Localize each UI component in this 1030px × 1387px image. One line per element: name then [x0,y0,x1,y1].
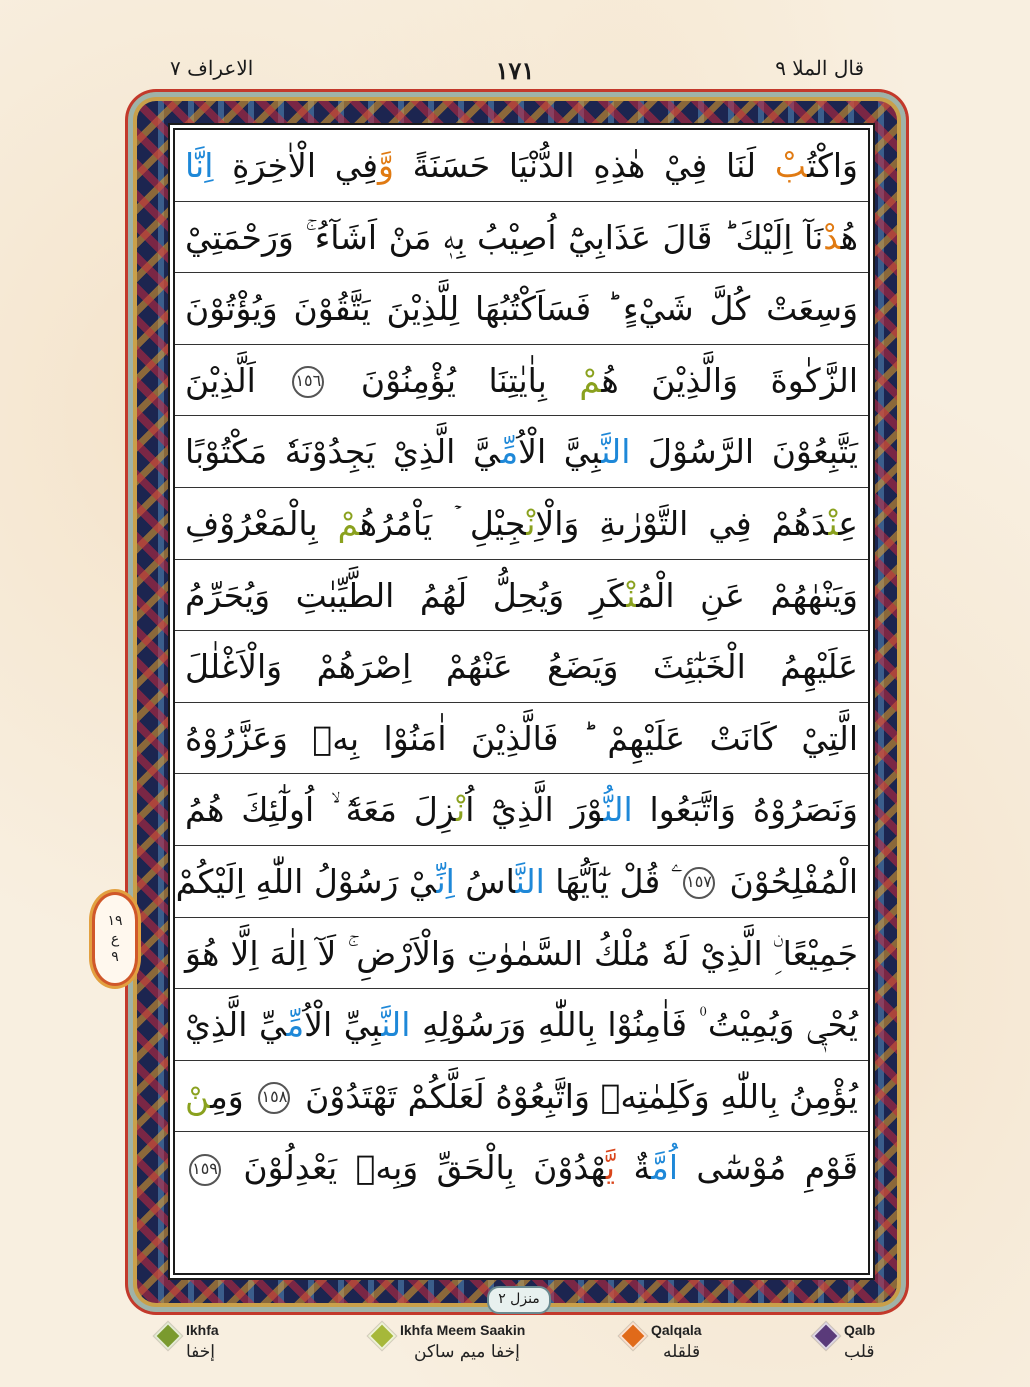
verse-text: دَهُمْ فِي التَّوْرٰىةِ وَالْاِ [535,503,829,543]
verse-text: الَّتِيْ كَانَتْ عَلَيْهِمْ ؕ فَالَّذِيْنَ اٰمَنُوْا بِهٖ وَعَزَّرُوْهُ [185,718,858,758]
verse-text: يْ رَسُوْلُ اللّٰهِ اِلَيْكُمْ [175,861,437,901]
legend-label-en: Ikhfa [186,1322,219,1338]
verse-text: اَلَّذِيْنَ [185,360,289,400]
legend-label-ar: قلقله [663,1342,701,1362]
tajweed-highlight: نْ [828,503,839,543]
page-header [0,56,1030,92]
verse-text: يُؤْمِنُ بِاللّٰهِ وَكَلِمٰتِهٖ وَاتَّبِعُوْهُ لَعَلَّكُمْ تَهْتَدُوْنَ [294,1076,858,1116]
verse-text: وَنَصَرُوْهُ وَاتَّبَعُوا [632,790,858,830]
verse-text: نَآ اِلَيْكَ ؕ قَالَ عَذَابِيْٓ اُصِيْبُ بِهٖ مَنْ اَشَآءُ ۚ وَرَحْمَتِيْ [185,217,824,257]
ayah-number-marker: ١٥٨ [258,1082,290,1114]
ruku-marker [92,892,138,986]
verse-text: يَّ الَّذِيْ يَجِدُوْنَهٗ مَكْتُوْبًا [185,432,501,472]
verse-text: بِاٰيٰتِنَا يُؤْمِنُوْنَ [328,360,580,400]
legend-label-ar: إخفا ميم ساكن [414,1342,520,1362]
verse-line [175,202,868,274]
legend-label-en: Qalb [844,1322,876,1338]
tajweed-highlight: مِّ [286,1005,305,1045]
tajweed-highlight: اُمَّ [651,1148,679,1188]
tajweed-highlight: النَّ [601,432,631,472]
para-name: قال الملا ٩ [775,56,864,80]
verse-text: الْمُفْلِحُوْنَ [719,861,858,901]
verse-line [175,1061,868,1133]
tajweed-highlight: النَّ [515,861,545,901]
verse-text: وَمِ [210,1076,255,1116]
verse-text: فِي الْاٰخِرَةِ [213,146,379,185]
tajweed-highlight: النَّ [381,1005,411,1045]
verse-text: لَنَا فِيْ هٰذِهِ الدُّنْيَا حَسَنَةً [393,146,775,185]
tajweed-highlight: بْ [774,146,808,185]
tajweed-highlight: مْ [337,503,360,543]
tajweed-highlight: وَّ [378,146,394,185]
tajweed-legend [0,1320,1030,1380]
verse-line [175,703,868,775]
verse-text: الزَّكٰوةَ وَالَّذِيْنَ هُ [601,360,858,400]
verse-text: بِيَّ الْاُ [518,432,602,472]
diamond-icon [154,1322,182,1350]
tajweed-highlight: يَّ [605,1148,616,1188]
verse-line [175,560,868,632]
verse-text: يُحْيٖ وَيُمِيْتُ ۠ فَاٰمِنُوْا بِاللّٰهِ وَرَسُوْلِهِ [410,1005,858,1045]
tajweed-highlight: اِنَّا [185,146,214,185]
verse-line [175,273,868,345]
ayah-number-marker: ١٥٦ [292,366,324,398]
verse-text: بِيِّ الْاُ [304,1005,382,1045]
ayah-number-marker: ١٥٩ [189,1154,221,1186]
verse-line [175,130,868,202]
verse-line [175,1132,868,1204]
verse-text: هُ [840,217,858,257]
verse-text: جِيْلِ ۡ يَاْمُرُهُ [359,503,527,543]
surah-name: الاعراف ٧ [170,56,254,80]
legend-label-en: Qalqala [651,1322,702,1338]
verse-line [175,989,868,1061]
verse-line [175,918,868,990]
verse-line [175,631,868,703]
verse-line [175,416,868,488]
text-panel [173,128,870,1275]
legend-label-en: Ikhfa Meem Saakin [400,1322,526,1338]
tajweed-highlight: نْ [626,575,637,615]
verse-text: عِ [838,503,858,543]
diamond-icon [368,1322,396,1350]
tajweed-highlight: مْ [579,360,602,400]
ruku-marker-text: ٩ [111,949,119,965]
verse-text: وَسِعَتْ كُلَّ شَيْءٍ ؕ فَسَاَكْتُبُهَا لِلَّذِيْنَ يَتَّقُوْنَ وَيُؤْتُوْنَ [185,289,858,329]
diamond-icon [812,1322,840,1350]
diamond-icon [619,1322,647,1350]
verse-line [175,488,868,560]
verse-line [175,846,868,918]
tajweed-highlight: النُّ [603,790,633,830]
verse-text: بِالْمَعْرُوْفِ [185,503,338,543]
tajweed-highlight: نْ [185,1076,211,1116]
tajweed-highlight: نْ [456,790,466,830]
verse-text: وْرَ الَّذِيْٓ اُ [465,790,604,830]
tajweed-highlight: نْ [526,503,536,543]
verse-text: هْدُوْنَ بِالْحَقِّ وَبِهٖ يَعْدِلُوْنَ [225,1148,606,1188]
ayah-number-marker: ١٥٧ [683,867,715,899]
verse-line [175,774,868,846]
ruku-marker-text: ع [110,931,120,947]
verse-text: كَرِ وَيُحِلُّ لَهُمُ الطَّيِّبٰتِ وَيُحَرِّمُ [185,575,627,615]
tajweed-highlight: دْ [823,217,841,257]
verse-text: ةٌ [615,1148,652,1188]
manzil-badge: منزل ٢ [487,1286,551,1314]
tajweed-highlight: اِنِّ [436,861,455,901]
verse-text: يِّ الَّذِيْ [185,1005,287,1045]
legend-label-ar: إخفا [186,1342,216,1362]
verse-text: ۧ قُلْ يٰٓاَيُّهَا [544,861,679,901]
verse-text: اسُ [454,861,516,901]
verse-text: زِلَ مَعَهٗٓ ۙ اُولٰٓئِكَ هُمُ [185,790,457,830]
verse-line [175,345,868,417]
verse-text: يَتَّبِعُوْنَ الرَّسُوْلَ [630,432,858,472]
legend-label-ar: قلب [844,1342,875,1362]
verse-text: عَلَيْهِمُ الْخَبٰٓئِثَ وَيَضَعُ عَنْهُمْ اِصْرَهُمْ وَالْاَغْلٰلَ [185,647,858,687]
verse-text: جَمِيْعًا ِۨ الَّذِيْ لَهٗ مُلْكُ السَّمٰوٰتِ وَالْاَرْضِ ۚ لَآ اِلٰهَ اِلَّا هُوَ [185,933,858,973]
ruku-marker-text: ١٩ [107,913,123,929]
tajweed-highlight: مِّ [500,432,519,472]
verse-text: قَوْمِ مُوْسٰٓى [678,1148,858,1188]
page-number: ١٧١ [495,56,535,85]
verse-text: وَيَنْهٰهُمْ عَنِ الْمُ [636,575,858,615]
verse-text: وَاكْتُ [807,146,858,185]
